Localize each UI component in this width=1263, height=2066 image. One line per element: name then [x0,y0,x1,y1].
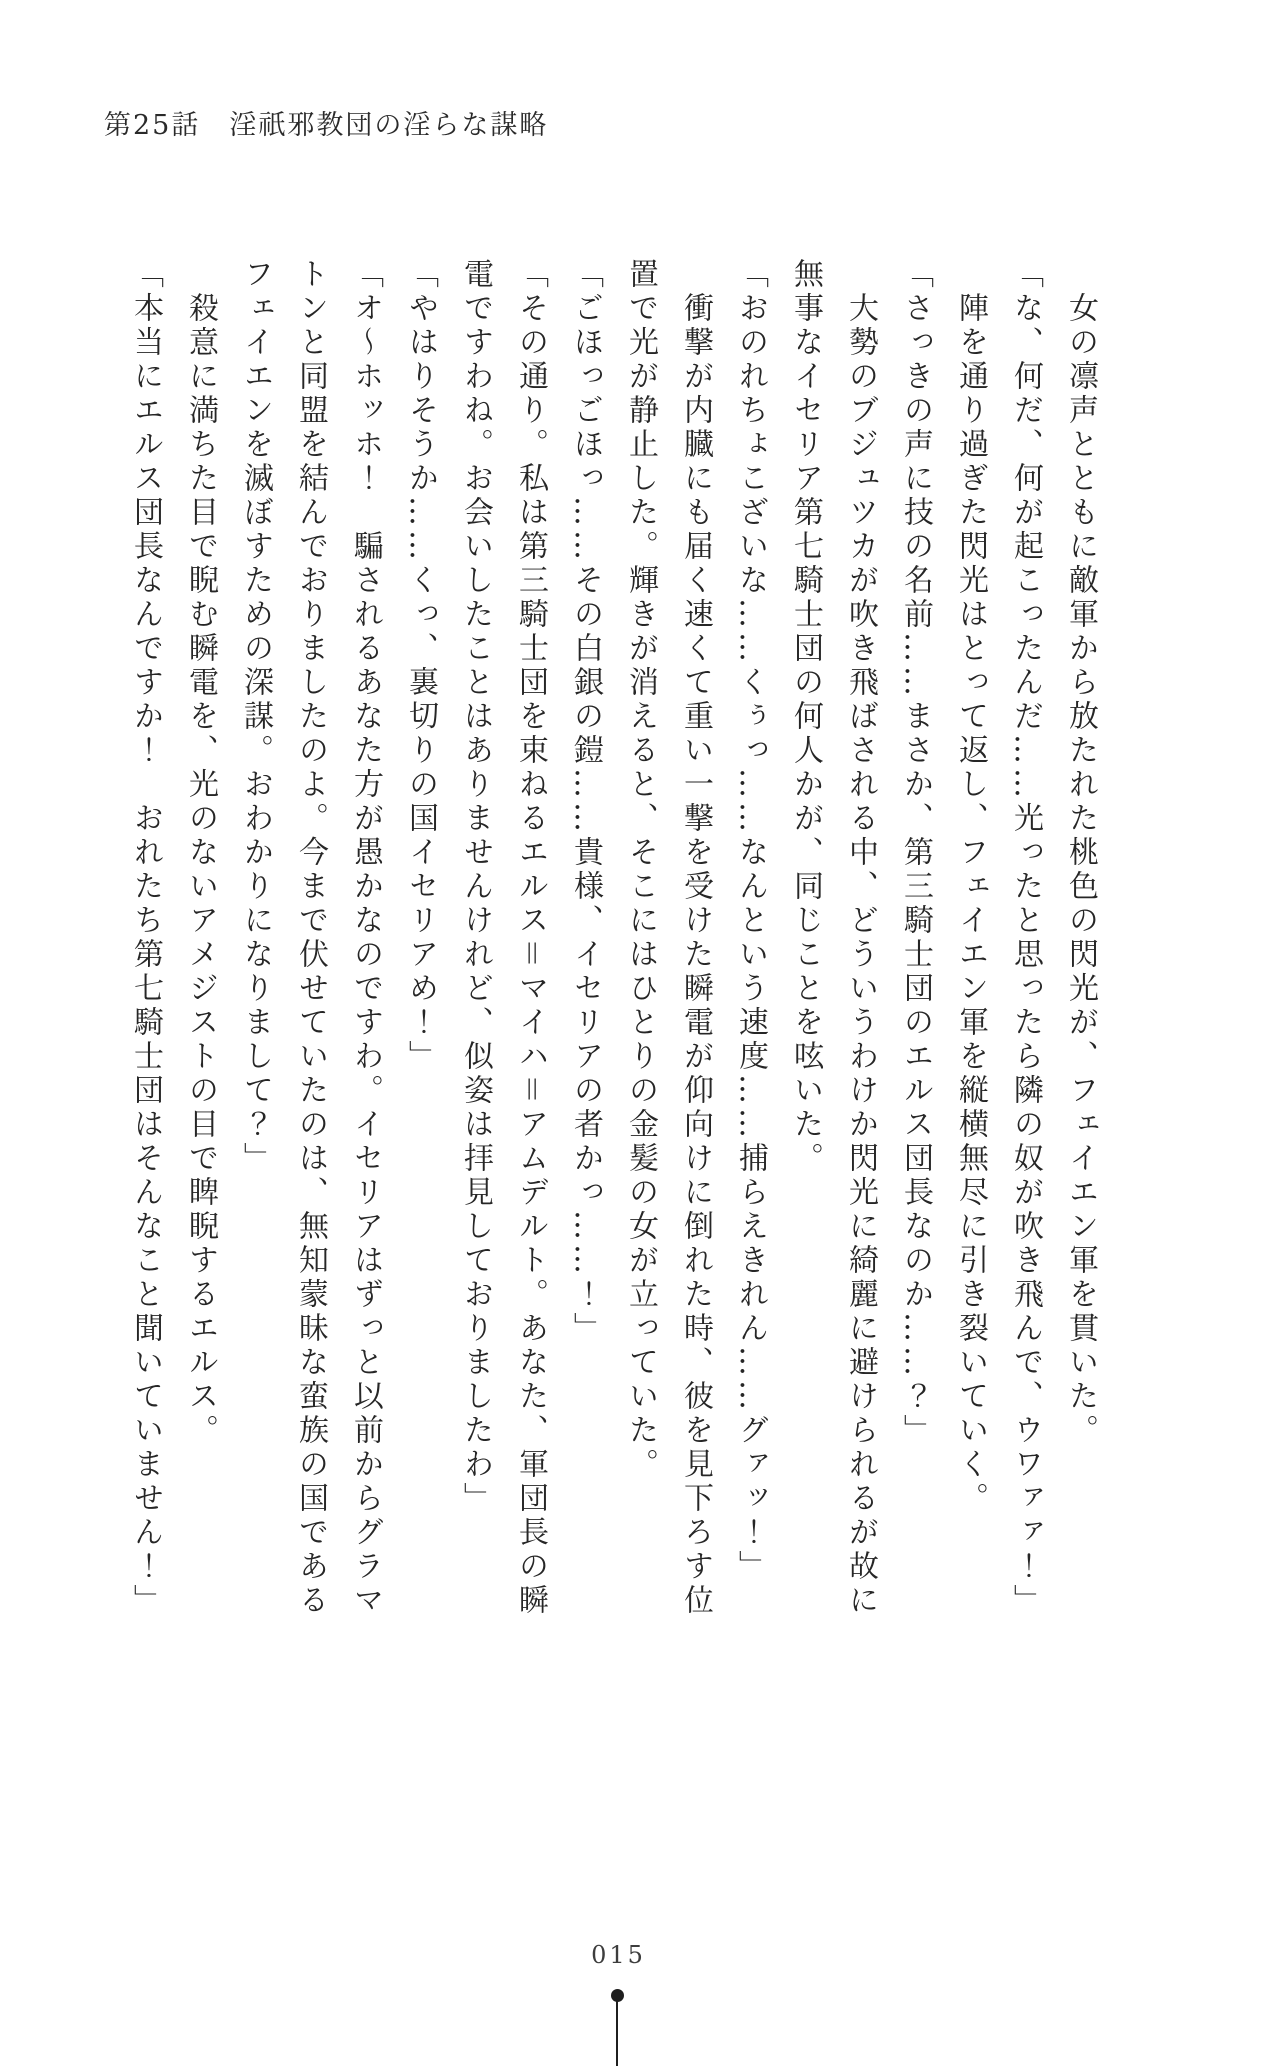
text-line: トンと同盟を結んでおりましたのよ。今まで伏せていたのは、無知蒙昧な蛮族の国である [293,258,328,1618]
text-line: 陣を通り過ぎた閃光はとって返し、フェイエン軍を縦横無尽に引き裂いていく。 [953,258,988,1516]
footer-ornament-line [616,2000,618,2066]
text-line: 「ごほっごほっ……その白銀の鎧……貴様、イセリアの者かっ……！」 [568,258,603,1346]
text-line: 「おのれちょこざいな……くぅっ……なんという速度……捕らえきれん……グァッ！」 [733,258,768,1584]
text-line: 「やはりそうか……くっ、裏切りの国イセリアめ！」 [403,258,438,1074]
text-line: 「その通り。私は第三騎士団を束ねるエルス＝マイハ＝アムデルト。あなた、軍団長の瞬 [513,258,548,1618]
text-line: 「な、何だ、何が起こったんだ……光ったと思ったら隣の奴が吹き飛んで、ウワァァ！」 [1008,258,1043,1618]
text-line: 「さっきの声に技の名前……まさか、第三騎士団のエルス団長なのか……？」 [898,258,933,1448]
text-line: 「オ〜ホッホ！ 騙されるあなた方が愚かなのですわ。イセリアはずっと以前からグラマ [348,258,383,1618]
text-line: 「本当にエルス団長なんですか！ おれたち第七騎士団はそんなこと聞いていません！」 [128,258,163,1618]
text-line: 衝撃が内臓にも届く速くて重い一撃を受けた瞬電が仰向けに倒れた時、彼を見下ろす位 [678,258,713,1618]
page-number: 015 [591,1941,646,1969]
text-line: 置で光が静止した。輝きが消えると、そこにはひとりの金髪の女が立っていた。 [623,258,658,1482]
chapter-title: 第25話 淫祇邪教団の淫らな謀略 [104,110,549,141]
text-line: 電ですわね。お会いしたことはありませんけれど、似姿は拝見しておりましたわ」 [458,258,493,1516]
text-line: 大勢のブジュツカが吹き飛ばされる中、どういうわけか閃光に綺麗に避けられるが故に [843,258,878,1618]
text-line: 殺意に満ちた目で睨む瞬電を、光のないアメジストの目で睥睨するエルス。 [183,258,218,1448]
body-text [118,258,1108,1638]
text-line: 無事なイセリア第七騎士団の何人かが、同じことを呟いた。 [788,258,823,1176]
text-line: 女の凛声とともに敵軍から放たれた桃色の閃光が、フェイエン軍を貫いた。 [1063,258,1098,1448]
text-line: フェイエンを滅ぼすための深謀。おわかりになりまして？」 [238,258,273,1176]
